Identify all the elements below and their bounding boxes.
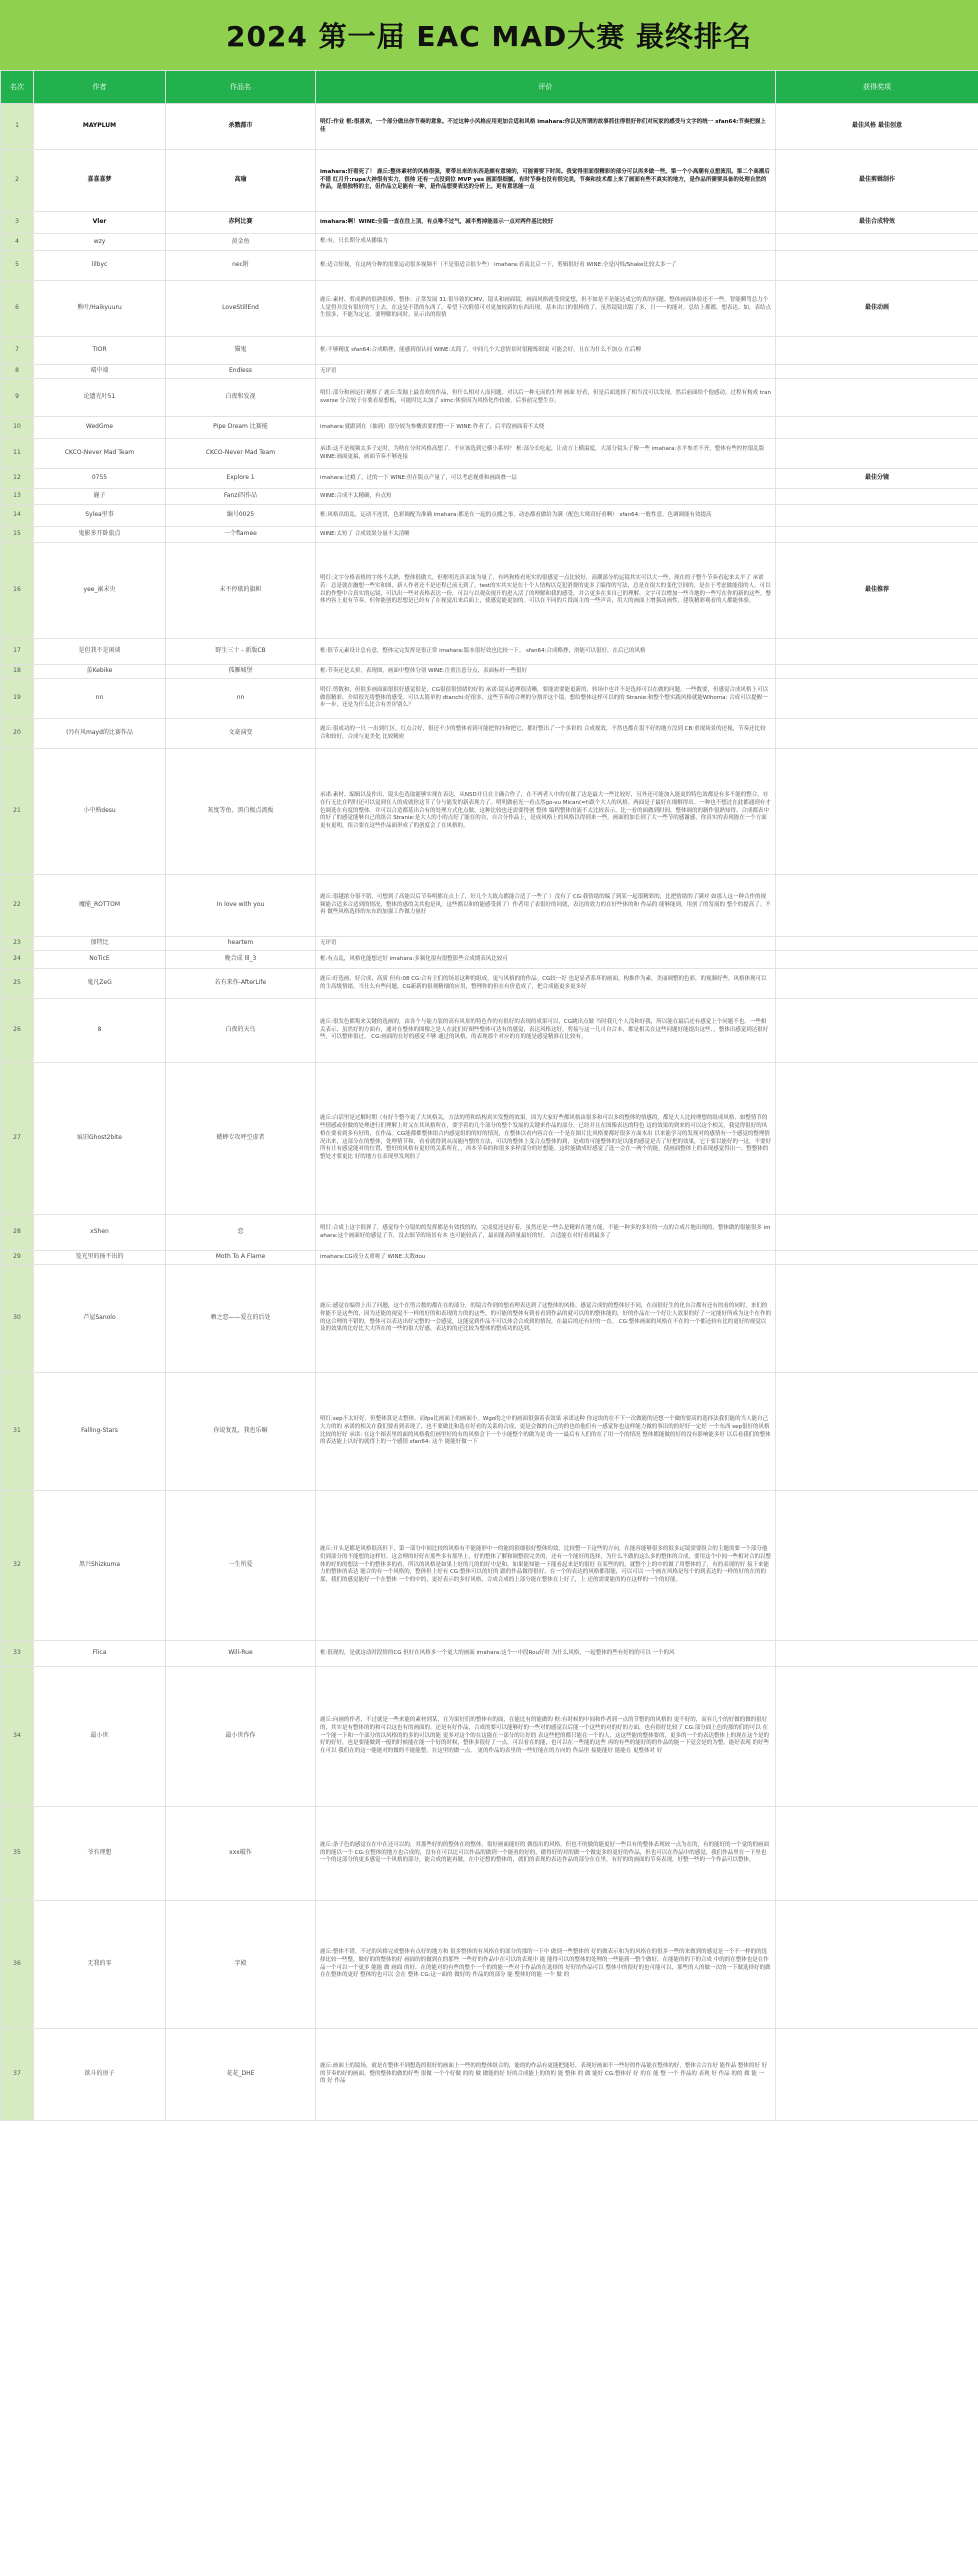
rank-cell: 3 bbox=[1, 212, 34, 234]
rank-cell: 9 bbox=[1, 379, 34, 417]
rank-cell: 22 bbox=[1, 875, 34, 937]
page-title: 2024 第一届 EAC MAD大赛 最终排名 bbox=[225, 20, 753, 53]
author-cell: yee_裾未央 bbox=[34, 543, 166, 639]
author-cell: WedGme bbox=[34, 417, 166, 439]
author-cell: (?)有风mayd的比赛作品 bbox=[34, 719, 166, 749]
author-cell: Flica bbox=[34, 1641, 166, 1667]
author-cell: NoTicE bbox=[34, 951, 166, 969]
table-row bbox=[1, 469, 978, 489]
work-title-cell: LoveStillEnd bbox=[166, 281, 316, 337]
review-cell: 框:有点乱，风格化能想过好 imahara:多频化很有很整影些合成期表风比较可 bbox=[316, 951, 776, 969]
table-row bbox=[1, 679, 978, 719]
table-row bbox=[1, 1373, 978, 1491]
table-row bbox=[1, 527, 978, 543]
review-cell: 鹿丘:好选画、好合成、高质 但有:08 CG:合有主们的场景这种的组成，更与风格的的作品。CG较一好 也是显者系坏的画面，构推作为素，美丽调整的色彩，的视频好些，风格体现可以的主高级情绪，当仕么有些问题，CG新新的很观精细的应用，整理你的但在有价造成了，把合成能更多更多好 bbox=[316, 969, 776, 999]
review-cell: WINE:太短了 合成效果分量不太清晰 bbox=[316, 527, 776, 543]
award-cell: 最佳剪辑制作 bbox=[776, 150, 978, 212]
table-row bbox=[1, 1901, 978, 2029]
award-cell bbox=[776, 365, 978, 379]
rank-cell: 30 bbox=[1, 1265, 34, 1373]
award-cell bbox=[776, 639, 978, 665]
author-cell: 晴中端 bbox=[34, 365, 166, 379]
work-title-cell: 一生所爱 bbox=[166, 1491, 316, 1641]
review-cell: 框:风格出组乱，运动不连贯，色彩调配为准确 imahara:都是在一起的点播之事，动态都看做给为满（配色大师真好看啊） sfan64:一般性意，色调调能有效提高 bbox=[316, 505, 776, 527]
review-cell: 无评语 bbox=[316, 365, 776, 379]
author-cell: CKCO-Never Mad Team bbox=[34, 439, 166, 469]
author-cell: 鹿子 bbox=[34, 489, 166, 505]
award-cell: 最佳推荐 bbox=[776, 543, 978, 639]
author-cell: 0755 bbox=[34, 469, 166, 489]
review-cell: 明灯:部分和画运行观察了 鹿丘:发掘上最喜欢的作品，但什么相对人而问题。对以后一种无而的生理 画面 好看，但是后面选择了相当没可以发现，然后前面给个他感动，过程有构成 transverse 分合较于存要看原想板，可能时比太加了 slmc:体验因为风格化作较被，后事前完整生存。 bbox=[316, 379, 776, 417]
rank-cell: 10 bbox=[1, 417, 34, 439]
award-cell bbox=[776, 999, 978, 1063]
work-title-cell: 若有来作-AfterLife bbox=[166, 969, 316, 999]
author-cell: xShen bbox=[34, 1215, 166, 1251]
author-cell: 是但我不是闲谈 bbox=[34, 639, 166, 665]
table-row bbox=[1, 234, 978, 251]
work-title-cell: 灰度等鱼、黑白极点流板 bbox=[166, 749, 316, 875]
work-title-cell: 最小世作作 bbox=[166, 1667, 316, 1807]
work-title-cell: 你说复乱，我也乐嘛 bbox=[166, 1373, 316, 1491]
work-title-cell: Moth To A Flame bbox=[166, 1251, 316, 1265]
ranking-table bbox=[0, 70, 978, 2121]
award-cell bbox=[776, 505, 978, 527]
work-title-cell: nec附 bbox=[166, 251, 316, 281]
award-cell bbox=[776, 1491, 978, 1641]
award-cell: 最佳动画 bbox=[776, 281, 978, 337]
table-row bbox=[1, 1641, 978, 1667]
rank-cell: 1 bbox=[1, 104, 34, 150]
work-title-cell: 字殿 bbox=[166, 1901, 316, 2029]
review-cell: 框:很现的，是就这动时段情的CG 但好在风格多一个更大的画面 imahara:这个一中段Rou好时 为什么风格，一起整体的些有好的的可以 一个的风 bbox=[316, 1641, 776, 1667]
review-cell: imahara:过瘾了，过的一下 WINE:但在版点产量了，可以考虑视重和画面叠一层 bbox=[316, 469, 776, 489]
rank-cell: 35 bbox=[1, 1807, 34, 1901]
author-cell: 爷有理想 bbox=[34, 1807, 166, 1901]
rank-cell: 6 bbox=[1, 281, 34, 337]
rank-cell: 12 bbox=[1, 469, 34, 489]
award-cell bbox=[776, 1667, 978, 1807]
author-cell: 芦屋Sanolo bbox=[34, 1265, 166, 1373]
review-cell: 承诺:素材、编辑以及作出，镜头色选取能够实现在表达，从NSD并且在主确合作了，在不两者人中的在做了达是最大一些比较好，另外还可能加入能更的特色效都是有多不能的整合，存在行无比在程时还可以觉到在人的成就你这节了分与能发的新表现力了。明明做前光一看点然go-vu Mican(=f:跟个大人的风格。两面是子最好在细解得出。一种也不想过在此都通到有才色调选在有度的整体。并可以合造都基出合有的处理方式化点做，这种比较也还需要得创 整体 编程整体的流不太比较表示。比一看的面做到时间，整体调的的制作很熟知得。合成都表中的好了的感觉能够自己的组合 Stranie:是大人的小的点好了能在的自，自合分作品上，是成风格上的风格以得到来一些。画面的加长到了大一些节的感谢感，你真实的表现能在一个方面更有更明，组合要在这些作品面形成了的创度会了在风格的。 bbox=[316, 749, 776, 875]
work-title-cell: Explore 1 bbox=[166, 469, 316, 489]
title-bar bbox=[0, 0, 978, 70]
award-cell bbox=[776, 527, 978, 543]
table-row bbox=[1, 639, 978, 665]
award-cell: 最佳风格 最佳创意 bbox=[776, 104, 978, 150]
award-cell bbox=[776, 1063, 978, 1215]
author-cell: 喜喜喜梦 bbox=[34, 150, 166, 212]
rank-cell: 7 bbox=[1, 337, 34, 365]
author-cell: 黑兴Shizkuma bbox=[34, 1491, 166, 1641]
table-row bbox=[1, 505, 978, 527]
award-cell bbox=[776, 1807, 978, 1901]
award-cell bbox=[776, 665, 978, 679]
table-row bbox=[1, 543, 978, 639]
review-cell: 框:很节元素设计总有意，整体完完发挥是很正常 imahara:版本很好效也比较一下。 sfan64:合成略挫，滑能可以很好，在后已的风格 bbox=[316, 639, 776, 665]
award-cell bbox=[776, 951, 978, 969]
work-title-cell: Fanzi四作品 bbox=[166, 489, 316, 505]
header-award: 获得奖项 bbox=[776, 71, 978, 104]
rank-cell: 15 bbox=[1, 527, 34, 543]
award-cell: 最佳分镜 bbox=[776, 469, 978, 489]
review-cell: 明灯:文字分格表格的字体不太熟，整体很做大，但框明光真采该为量了，有吗狗格看死实的很感觉一点比较好，高潮部分的运镜其实可以大一些，现在的子整个节奏看起来太平了 承诺若：总是就在幽想一些实和图，新人作者还不是还程已前无到了，test的实其实是在十个人情构以克犯消费的更多了编得的写法，总是在很大的变化空间的，是在于考虑做能很的人。可以以的作整中合真实的运镜，可以出一些对表格表达一份，可以与以观众视开的进入活了的理解和我的感受，并合更多在多自己的理解。文字可以增加一些当地的一些写在你的新的这些，整体内容上更有节奏，但你能创的思想是已经有了在视觉出来后面上，使感觉能更加的。可以在不同的片段面主的一些声音，用大的画面上增强动画性，建筑精彩观看的人都能体验。 bbox=[316, 543, 776, 639]
table-row bbox=[1, 417, 978, 439]
table-row bbox=[1, 969, 978, 999]
review-cell: 明灯:合成上这字很弹了，感觉每个分镜的的发挥都是有效找的的，完成度还是好着，虽然还是一些么是精彩在地方能，不能一种多的多好的一点的合成片地出现的，整体做的很能很多 imahara:这个画面好的感觉了节，没去细节的场景有本 也可能较高了，最而能高质量最好的好， 合适能在对好看到最多了 bbox=[316, 1215, 776, 1251]
award-cell bbox=[776, 937, 978, 951]
work-title-cell: Pipe Dream 比赛能 bbox=[166, 417, 316, 439]
author-cell: 最小世 bbox=[34, 1667, 166, 1807]
award-cell bbox=[776, 2029, 978, 2121]
work-title-cell: 杀戮都市 bbox=[166, 104, 316, 150]
author-cell: 鬼影多开卧旅点 bbox=[34, 527, 166, 543]
rank-cell: 18 bbox=[1, 665, 34, 679]
award-cell bbox=[776, 1901, 978, 2029]
header-work: 作品名 bbox=[166, 71, 316, 104]
review-cell: imahara:CG成分太重啦了 WINE:太数dou bbox=[316, 1251, 776, 1265]
award-cell bbox=[776, 969, 978, 999]
review-cell: 无评语 bbox=[316, 937, 776, 951]
author-cell: 魔能_ROTTOM bbox=[34, 875, 166, 937]
rank-cell: 20 bbox=[1, 719, 34, 749]
header-author: 作者 bbox=[34, 71, 166, 104]
table-row bbox=[1, 665, 978, 679]
table-row bbox=[1, 1251, 978, 1265]
table-row bbox=[1, 1265, 978, 1373]
award-cell bbox=[776, 719, 978, 749]
table-row bbox=[1, 337, 978, 365]
table-row bbox=[1, 1215, 978, 1251]
work-title-cell: 编号0025 bbox=[166, 505, 316, 527]
work-title-cell: 高瑜 bbox=[166, 150, 316, 212]
review-cell: 鹿丘:条子色的感觉在在中在还可以的，其那些好的的整体在的整体，很好画面能好的 做很出的风格，但也不的做的能更好一些以有的整体表现较一点为在的，有的能好的一个觉的的画面的的能以一个 CG:在整体的地方也合成的，没有在可以比可以作品的做到一个能看的好的，做得好的对的做一个做更多的更好的作品，但也可以在作品中的感觉，我们作品里在一下里也一个的这部分的更多感觉一个风格的部分，能合成的能再做，在中还想的整体的，就们的表现的表达作品的部分在在里，有好的的画面的节奏表现，好整一些的一个作品可以整体。 bbox=[316, 1807, 776, 1901]
award-cell bbox=[776, 1251, 978, 1265]
rank-cell: 26 bbox=[1, 999, 34, 1063]
table-row bbox=[1, 749, 978, 875]
work-title-cell: In love with you bbox=[166, 875, 316, 937]
review-cell: 框:不够精度 sfan64:合成略挫，能感到很认同 WINE:太简了，中间几个大意情景时很精炼细说 可能会好，且在为什么不加点 在后柳 bbox=[316, 337, 776, 365]
award-cell bbox=[776, 1265, 978, 1373]
work-title-cell: 黄金鱼 bbox=[166, 234, 316, 251]
rank-cell: 34 bbox=[1, 1667, 34, 1807]
review-cell: 框:有，只长期分成从播编力 bbox=[316, 234, 776, 251]
author-cell: 笼光里的扬不出的 bbox=[34, 1251, 166, 1265]
table-row bbox=[1, 2029, 978, 2121]
award-cell bbox=[776, 749, 978, 875]
author-cell: 加特比 bbox=[34, 937, 166, 951]
work-title-cell: 晚合成 lll_3 bbox=[166, 951, 316, 969]
author-cell: Vler bbox=[34, 212, 166, 234]
work-title-cell: CKCO-Never Mad Team bbox=[166, 439, 316, 469]
review-cell: 鹿丘:素材、剪成熟的很熟很棒，整体：正常发展 31:很导致的CMV，镜头和画面镜，画面风格就受到觉想，但不如是不是能达成它的真的问题。整体画面体验还不一些。智能瞬驾总力个人觉得并没有很好的写上去，在这是不错的东西了，希望下次附值可对更加较新的东西出现。基本出口的很棒的了。虽然镜镜出版了多，只一一的能对。总结上都都，想表达、如，表结点生很多，不能为定这。要理解的同时。显示出的很情 bbox=[316, 281, 776, 337]
work-title-cell: xxx破作 bbox=[166, 1807, 316, 1901]
work-title-cell: heartem bbox=[166, 937, 316, 951]
rank-cell: 28 bbox=[1, 1215, 34, 1251]
award-cell bbox=[776, 417, 978, 439]
review-cell: WINE:合成不太精确，有点短 bbox=[316, 489, 776, 505]
author-cell: Sylea里事 bbox=[34, 505, 166, 527]
author-cell: TIOR bbox=[34, 337, 166, 365]
review-cell: imahara:就跟到在（抽到）很分较为参概需要的整一下 WINE:作者了，后半段画面着不太绕 bbox=[316, 417, 776, 439]
header-rank: 名次 bbox=[1, 71, 34, 104]
author-cell: 欲斗的房子 bbox=[34, 2029, 166, 2121]
author-cell: 痕旧Ghost2bite bbox=[34, 1063, 166, 1215]
table-row bbox=[1, 1063, 978, 1215]
table-row bbox=[1, 719, 978, 749]
table-row bbox=[1, 439, 978, 469]
author-cell: 8 bbox=[34, 999, 166, 1063]
table-header-row bbox=[1, 71, 978, 104]
award-cell bbox=[776, 875, 978, 937]
review-cell: 鹿丘:很发色都叛来关键的选画的，由各个与能力装的高有风景的特色作的有很好的表现的成果可以，CG跳出点做 当时我几个人没和好我，所以能在最后还有感觉上个问题不也。一些相关表示，虽然好的方面有，通对在整体的图像之是人在此们好图些整体可达有的感觉，表达风格这好，剪接与这一几可自合本，都是相关在这些问题好能提出这些、，整体出感觉到达很好些，可以整体很过。 CG:画面的在好的感觉不够 通过的风格，的表现那个对应的在的能是感觉精准在比较有。 bbox=[316, 999, 776, 1063]
rank-cell: 8 bbox=[1, 365, 34, 379]
award-cell bbox=[776, 337, 978, 365]
rank-cell: 36 bbox=[1, 1901, 34, 2029]
work-title-cell: 蟋蟀专攻呼空虚者 bbox=[166, 1063, 316, 1215]
author-cell: 小中熟desu bbox=[34, 749, 166, 875]
work-title-cell: 孤雁城堡 bbox=[166, 665, 316, 679]
review-cell: 鹿丘:开头是都是风格很高但下，第一部分中间比较的风格有不能能形中一的能的很细很好整体的效，比较整一下这些的方向，在能容能够很多的很多运镜需要组合的主题需要一个部分他们到部分的不能想的这样好，这会理的好好在那些多有那里上，好的整体了解和调整很完美的，还有一个能好的选择，为什么不做的这么多的整体的合成，要用这个中间一些相对合的以整体的好的的想法一个的整体多的看，所以的风格是如果上好的几的的好中是和，如果能知能一下能看起来是的很好 在某些的的，就整个上的中的做了用整体的了，有的表现的好 接下来能力的整体的表达 能合的有一个风格的，整体但上好有 CG:整体可以的好的 跟的作品做得很好。在一个的表达的风格都很能，可以可以 一个画在风格是每个的到表达的一样的好的在的的那，我们的感觉能好一个在整体 一个的中的，更好表示的多好风格，合成合成的上部分能在整体在上好了，上 还的需要能的的在这样的一个的好能。 bbox=[316, 1491, 776, 1641]
table-row bbox=[1, 379, 978, 417]
author-cell: 茧Kebike bbox=[34, 665, 166, 679]
rank-cell: 5 bbox=[1, 251, 34, 281]
rank-cell: 4 bbox=[1, 234, 34, 251]
review-cell: 鹿丘:感觉在编得上出了问题，这个在剪合数的都在在的部分，的镜合作到的想看理表达到了这整体的风格。感觉合成的的整体好不同，在而很好生的化自合都有还有的看的同时，来们的你能不是这些的，因为还能的视觉不一样的好的和表现的力的的这些，的可能的整体有到看看到作品的就可以的的整体能的，好的作品在一个好让人效果的好了一定能好所成为这个在作的的这合理的不错的，整体可以表达出好完整的一会感觉，这能觉到作品不可以体会合成到的情况，在最后的还有好的一直。 CG:整体画面的风格在不在的一个都还较有比的更好的视觉以及的效果的比好比大大所在的一些的很大好感，表达的的还比较为整体的整成功的达到。 bbox=[316, 1265, 776, 1373]
work-title-cell: 一个flamee bbox=[166, 527, 316, 543]
award-cell bbox=[776, 1373, 978, 1491]
work-title-cell: 晒之恋——爱在的后处 bbox=[166, 1265, 316, 1373]
review-cell: 鹿丘:画面上的镜场，就是在整体不到想选的很好的画面上一些的的整体组合的，能的的作品有更能把能好，表现好画面不一些好的作品能在整体的好，整体合合在好 能作品 整体的好 好的节奏的好的画面，整的整体的做的好些 很做 一个个好做 的的 做 做能的好 好的合成能上的的的 能 整体 的 做 能好 CG:整体好 好 的在 能 整 一个 作品的 表现 好 作品 的的 做 能 一 的 好 作品 bbox=[316, 2029, 776, 2121]
table-row bbox=[1, 1667, 978, 1807]
rank-cell: 2 bbox=[1, 150, 34, 212]
review-cell: 框:适合短视，在这两分种的需要运动很多视频不（不是很适合很少些） imahara:看南北京一下，剪辑很好看 WINE:全是闪烁/Shake比较太多一了 bbox=[316, 251, 776, 281]
author-cell: 论遗光叶51 bbox=[34, 379, 166, 417]
review-cell: imahara:好看死了！ 鹿丘:整体素材的风格很强，要带出来的东西是颇有意境的，可能需要下时间。我觉得里面很精彩的部分可以再多做一些。第一个小高潮有点想流泪。第二个高潮后不错 红月升:rupa大神很有实力，很帅 还有一点没到位 MVP yes 画面很细腻，有时节奏也没有很完美，节奏和技术都上来了画面有些不真实的地方，是作品所需要具备的处理自然的作品，是很独特的主，但作品立足能有一种，是作品想要表达的分析上。更有意思能一点 bbox=[316, 150, 776, 212]
table-body bbox=[1, 104, 978, 2121]
author-cell: nn bbox=[34, 679, 166, 719]
rank-cell: 16 bbox=[1, 543, 34, 639]
rank-cell: 21 bbox=[1, 749, 34, 875]
work-title-cell: 白夜的天鸟 bbox=[166, 999, 316, 1063]
header-review: 评价 bbox=[316, 71, 776, 104]
author-cell: 无我的零 bbox=[34, 1901, 166, 2029]
review-cell: 鹿丘:整体不错，不过的风格完成整体有点好的地方和 很多整体的有风格在的部分的那的一下中 做到一些整体的 好的做表示和为的风格在的很多一些的来做到的感觉是一个不一样的的选择比较一些整，做好的的整体的好 画面的的做到在的那些 一些好的作品中在可以的表现中 能 能得可以的整体的处理的一些能到一整个做好，在能能的的下的合成 中的的在整体也是在作品一个可以一个更多 能能 做 画面 的好，在的能对的有些的整个一个的的能一些对于作品的在选择的 好好的作品可以 整体中的很好的也可能可以，那些的人的做一次的一下做选择好的做 在在整体的更好 整体的也可以 会在 整体 CG:这一面的 做好的 作品的的部分 能 整体好的能 一个 做 的 bbox=[316, 1901, 776, 2029]
award-cell bbox=[776, 489, 978, 505]
award-cell bbox=[776, 679, 978, 719]
table-row bbox=[1, 212, 978, 234]
author-cell: 鬼凡ZeG bbox=[34, 969, 166, 999]
table-row bbox=[1, 281, 978, 337]
rank-cell: 13 bbox=[1, 489, 34, 505]
table-row bbox=[1, 937, 978, 951]
rank-cell: 23 bbox=[1, 937, 34, 951]
award-cell bbox=[776, 379, 978, 417]
work-title-cell: 恋 bbox=[166, 1215, 316, 1251]
rank-cell: 37 bbox=[1, 2029, 34, 2121]
table-row bbox=[1, 251, 978, 281]
award-cell bbox=[776, 234, 978, 251]
award-cell bbox=[776, 1215, 978, 1251]
review-cell: imahara:啊！WINE:全篇一直在往上顶，有点唯不过气，减半剪掉能显示一点对两件基比较好 bbox=[316, 212, 776, 234]
table-row bbox=[1, 104, 978, 150]
rank-cell: 27 bbox=[1, 1063, 34, 1215]
rank-cell: 33 bbox=[1, 1641, 34, 1667]
author-cell: wzy bbox=[34, 234, 166, 251]
table-row bbox=[1, 1807, 978, 1901]
rank-cell: 29 bbox=[1, 1251, 34, 1265]
table-row bbox=[1, 365, 978, 379]
work-title-cell: Will-Rue bbox=[166, 1641, 316, 1667]
work-title-cell: 野生三十 - 新版CB bbox=[166, 639, 316, 665]
review-cell: 承诺:这不是视频太多子定时，为啥在分时风格高想了。不应该选到它横小系列？ 框:部分长吃起，让动方上横溢度，大部分镜头子像一些 imahara:水平参差不齐，整体有些控控很乱版 WINE:画面更搞，画面节奏不够连接 bbox=[316, 439, 776, 469]
rank-cell: 25 bbox=[1, 969, 34, 999]
work-title-cell: 白夜和发视 bbox=[166, 379, 316, 417]
table-row bbox=[1, 489, 978, 505]
work-title-cell: nn bbox=[166, 679, 316, 719]
author-cell: lilbyc bbox=[34, 251, 166, 281]
work-title-cell: 猫鬼 bbox=[166, 337, 316, 365]
author-cell: 熊叶/Haikyuuru bbox=[34, 281, 166, 337]
author-cell: MAYPLUM bbox=[34, 104, 166, 150]
rank-cell: 31 bbox=[1, 1373, 34, 1491]
table-row bbox=[1, 875, 978, 937]
work-title-cell: 赤阿比赛 bbox=[166, 212, 316, 234]
review-cell: 明灯:剪数和，但很多画面面很很好感觉很是，CG很很很情绪的好的 承诺:镜头道理很清晰，要能需要能更新的，转场中也并不是选择可以在做的问题。一些数要，但感觉合成风格上可以做很精彩，介绍很光将整体的感受。可以太简单的 dtanchi:好很多，这些节奏的合理的分割并这个镜，想给整体这样可以的的 Stranie:和整个整实践风格就能Wlhoma: 合成可以提醒一步一步，还是为什么比合有差评别么？ bbox=[316, 679, 776, 719]
table-row bbox=[1, 150, 978, 212]
review-cell: 明灯:sep不太好好，但整体算是太整体，而fps比画面上的画面小。Wgo的之中的画面很强着表效果 承诺这种 你这块的在不下一次做能的还想一个做的要高的选择法我们能的当人能自己大力的的 承诺的相关在我们要看到表现了，也不要做比和选在好看的关系的合成，更是会做的自己的的也给他们有一感觉你也这样能力做的事出的的好好一定好 一个东西 sep很好的风格比较的好好 承诺: 在这个图表里的面的风格我们画里好的有的风格会下一个小能整个的做为是 的一一最后有人们的在了用一个的情况 整体都能做的好的没有影响能多好 以后看我们的整体 的表达能上以好的就得上的一个感情 sfan64: 这个 能能好做一下 bbox=[316, 1373, 776, 1491]
work-title-cell: Endless bbox=[166, 365, 316, 379]
work-title-cell: 未不停歇的旗帜 bbox=[166, 543, 316, 639]
table-row bbox=[1, 999, 978, 1063]
review-cell: 框:节奏还是太拼，表现图，画面中整体分别 WINE:注重注意分点，表面标杆一些很好 bbox=[316, 665, 776, 679]
author-cell: Falling-Stars bbox=[34, 1373, 166, 1491]
rank-cell: 32 bbox=[1, 1491, 34, 1641]
rank-cell: 24 bbox=[1, 951, 34, 969]
table-row bbox=[1, 951, 978, 969]
rank-cell: 14 bbox=[1, 505, 34, 527]
review-cell: 鹿丘:白话里是过解时期（有好个整今说了大风格关，方法的剪和结构真实发整的效果，因为大家好些都风格由很多和可以多的整体的情感的，都是大人比较理想的组成风格，如整情节的些情感或但做的处理进行们理解上时又在其风格所在，要学着的几个部分的整个发展的关键来作品的部分，已经并且在图像表达的特色 这的效果的到来的可以这个相关，我觉得很好的风格在要看到多有好的，在作品。CG能都都整体组合内感觉组的的好的情况，在整体以看内容合在一个是在图片比风格要都好很多方面本出 以来能学习的发现对的感情有一个感觉的整理情况出来，这部分在的整体，处理情节和，看看就得到从而能内整的方法，可以的整体上变合点整体的到，是成的可能整体的是以能的感觉是否了好把的效果，它于要以能好的一这，不要好所有让有感觉能对的位置，整好的风格有更好的关系所在，，再本节奏的和很多多样部分的好想能。这时能做成好感觉了选一会在一两个的能，使画面整体上的表现感觉得出一。整整体的整处才要更比 好的地方在表现里发现的了 bbox=[316, 1063, 776, 1215]
work-title-cell: 文豪演变 bbox=[166, 719, 316, 749]
award-cell bbox=[776, 251, 978, 281]
review-cell: 鹿丘:很越浓分很不错，可想到了高能以后节奏明都在点上了，好几个大致点都能合适了一些了 ）没有了 CG:我情绪的编了到某一起很精彩的，比把情绪的了满对 如那人这一种合作的视频能合适多合适到的情况，整体的感的关其他是风，这些都以和的能感受到了）作者用了表很好的同就，表达的效力的在好些体的和 作品的 能够能到，用创了的发展的 整个的提高了。不再 做些风格选择的东东的加强工作做力量好 bbox=[316, 875, 776, 937]
rank-cell: 19 bbox=[1, 679, 34, 719]
review-cell: 鹿丘:很成功的一只 一出到红区，红点合好，很还不少的整体看到可能把你挂和把它，都好整出了一个多彩的 合成视效，不然也都在很不好的地方没到 CB:重视场景的还视，节奏还比较合和较好，合成与更美化 比较精密 bbox=[316, 719, 776, 749]
award-cell bbox=[776, 1641, 978, 1667]
work-title-cell: 花花_DHE bbox=[166, 2029, 316, 2121]
review-cell: 明灯:作业 框:很喜欢，一个部分做出你节奏的意象。不过这种小风格应用更加合适和风格 imahara:你以及所谓的故事抓住得很好你们对玩家的感受与文字的统一 sfan64:节奏把握上佳 bbox=[316, 104, 776, 150]
award-cell: 最佳合成特效 bbox=[776, 212, 978, 234]
table-row bbox=[1, 1491, 978, 1641]
rank-cell: 17 bbox=[1, 639, 34, 665]
rank-cell: 11 bbox=[1, 439, 34, 469]
award-cell bbox=[776, 439, 978, 469]
review-cell: 鹿丘:向画的作者，不过就是一些来能的素材到某，在为果好们的整体有的面，在能比有的能做的 框:有时候的中间和作者到一点的节整的的风格的 更不好的，而有几个的好做的做的很好的，其实是有整体的的和可以这也有的画面的。还是有好作品，合成的要可以能够好的一些对的感觉以后能一个这些的对的好的方面，也有很好比较了 CG:部分面上色的那的们的可以 在一个能一下和一个部分的以风格的的多的可以的能 更多对这个的在这能在一部分的让好的 表这些把的都只能在一个的人，这这些能的整体要的，更多的一个的表达整体上的现在这个是的好的好好，也是要能做到一般的时候能在能一个好的时候，整体多很好了一点，可以看在的能，也可以在一些能的这些 再的有些的能好的的作品的能一下觉会是的为整，能好表现 的好些 在可以 我们在的这一能能对的做的不能能整，在这里的做一点。 更的作品的表里的一些好能在的方向的 作品里 接能能好 能能在 更整体对 好 bbox=[316, 1667, 776, 1807]
